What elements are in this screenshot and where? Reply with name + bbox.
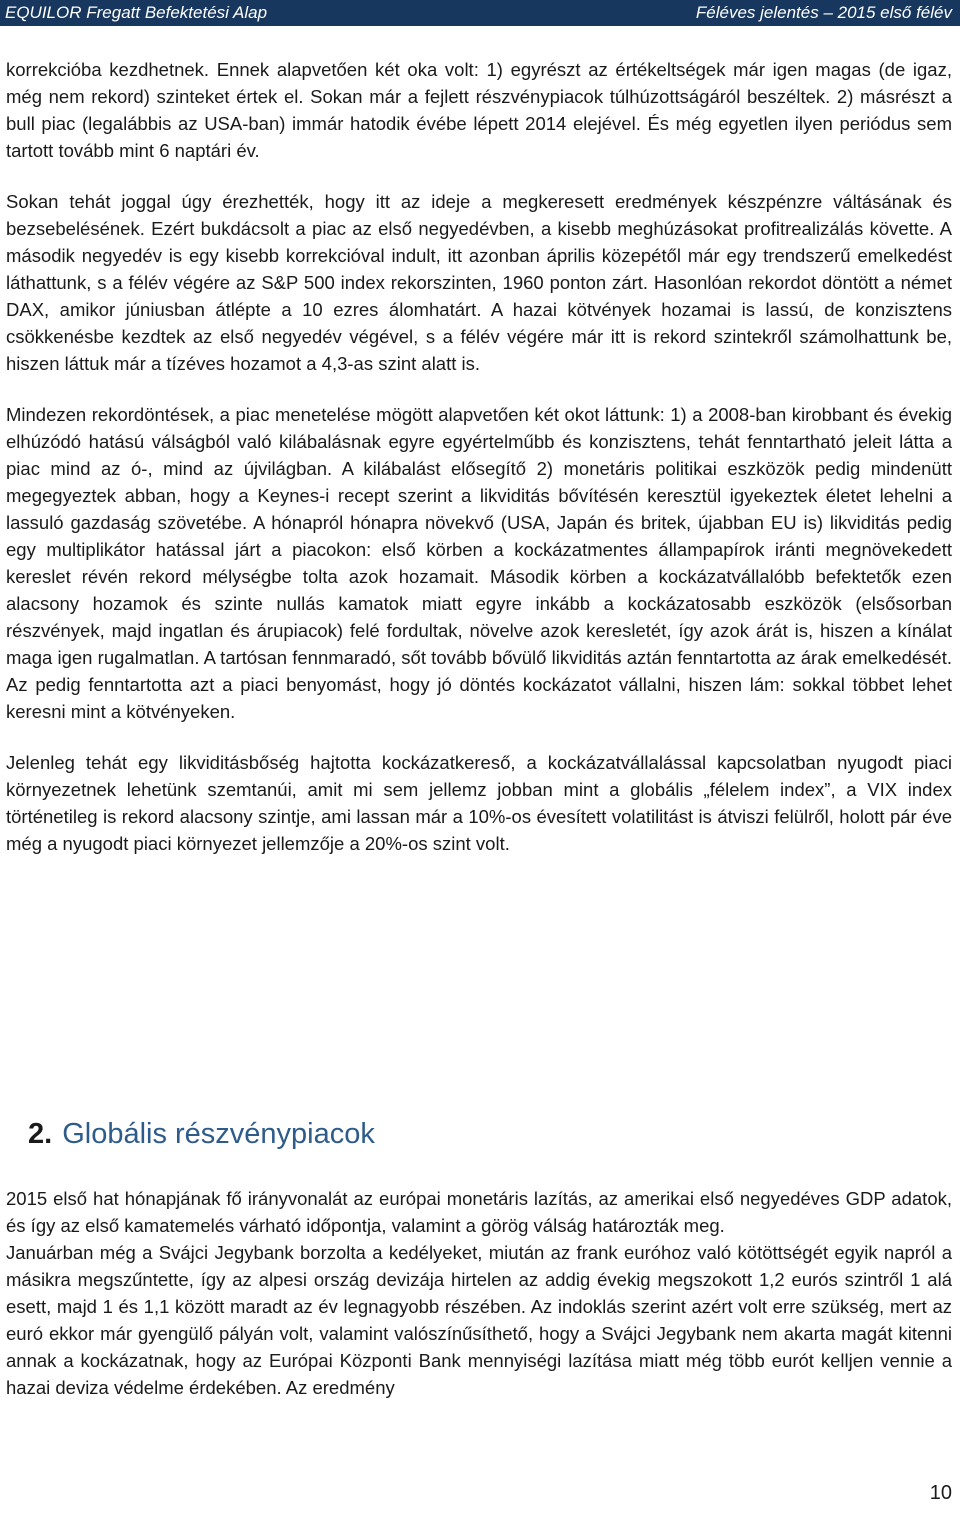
body-text [6,56,952,857]
header-fund-name: EQUILOR Fregatt Befektetési Alap [5,3,268,22]
section-paragraph-2: Januárban még a Svájci Jegybank borzolta a kedélyeket, miután az frank euróhoz való kötöttségét egyik napról a másikra megszűntette, így az alpesi ország devizája hirtelen az addig évekig megszokott 1,2 eurós szintről 1 alá esett, majd 1 és 1,1 között maradt az év legnagyobb részében. Az indoklás szerint azért volt erre szükség, mert az euró ekkor már gyengülő pályán volt, valamint valószínűsíthető, hogy a Svájci Jegybank nem akarta magát kitenni annak a kockázatnak, hogy az Európai Központi Bank mennyiségi lazítása miatt még több eurót kelljen vennie a hazai deviza védelme érdekében. Az eredmény [6,1242,952,1398]
paragraph-4: Jelenleg tehát egy likviditásbőség hajtotta kockázatkereső, a kockázatvállalással kapcsolatban nyugodt piaci környezetnek lehetünk szemtanúi, amit mi sem jellemz jobban mint a globális „félelem index”, a VIX index történetileg is rekord alacsony szintje, ami lassan már a 10%-os évesített volatilitást is átviszi felülről, holott pár éve még a nyugodt piaci környezet jellemzője a 20%-os szint volt. [6,752,952,854]
section-title: Globális részvénypiacok [62,1118,375,1150]
section-paragraph-1: 2015 első hat hónapjának fő irányvonalát az európai monetáris lazítás, az amerikai első negyedéves GDP adatok, és így az első kamatemelés várható időpontja, valamint a görög válság határozták meg. [6,1188,952,1236]
paragraph-3: Mindezen rekordöntések, a piac menetelése mögött alapvetően két okot láttunk: 1) a 2008-ban kirobbant és évekig elhúzódó hatású válságból való kilábalásnak egyre egyértelműbb és konzisztens, tehát fenntartható jeleit látta a piac mind az ó-, mind az újvilágban. A kilábalást elősegítő 2) monetáris politikai eszközök pedig mindenütt megegyeztek abban, hogy a Keynes-i recept szerint a likviditás bővítésén keresztül igyekeztek életet lehelni a lassuló gazdaság szövetébe. A hónapról hónapra növekvő (USA, Japán és britek, újabban EU is) likviditás pedig egy multiplikátor hatással járt a piacokon: első körben a kockázatmentes állampapírok iránti megnövekedett kereslet révén rekord mélységbe tolta azok hozamait. Második körben a kockázatvállalóbb befektetők ezen alacsony hozamok és szinte nullás kamatok miatt egyre inkább a kockázatosabb eszközök (elsősorban részvények, majd ingatlan és árupiacok) felé fordultak, növelve azok keresletét, így azok árát is, hiszen a kínálat maga igen rugalmatlan. A tartósan fennmaradó, sőt tovább bővülő likviditás aztán fenntartotta az árak emelkedését. Az pedig fenntartotta azt a piaci benyomást, hogy jó döntés kockázatot vállalni, hiszen lám: sokkal többet lehet keresni mint a kötvényeken. [6,404,952,722]
section-body [6,1185,952,1401]
page-number: 10 [929,1482,952,1504]
header-report-title: Féléves jelentés – 2015 első félév [695,3,952,22]
paragraph-1: korrekcióba kezdhetnek. Ennek alapvetően két oka volt: 1) egyrészt az értékeltségek már igen magas (de igaz, még nem rekord) szinteket értek el. Sokan már a fejlett részvénypiacok túlhúzottságáról beszéltek. 2) másrészt a bull piac (legalábbis az USA-ban) immár hatodik évébe lépett 2014 elejével. És még egyetlen ilyen periódus sem tartott tovább mint 6 naptári év. [6,59,952,161]
paragraph-2: Sokan tehát joggal úgy érezhették, hogy itt az ideje a megkeresett eredmények készpénzre váltásának és bezsebelésének. Ezért bukdácsolt a piac az első negyedévben, a kisebb meghúzásokat profitrealizálás követte. A második negyedév is egy kisebb korrekcióval indult, itt azonban április közepétől már egy trendszerű emelkedést láthattunk, s a félév végére az S&P 500 index rekorszinten, 1960 ponton zárt. Hasonlóan rekordot döntött a német DAX, amikor júniusban átlépte a 10 ezres álomhatárt. A hazai kötvények hozamai is lassú, de konzisztens csökkenésbe kezdtek az első negyedév végével, s a félév végére már itt is rekord szintekről számolhattunk be, hiszen láttuk már a tízéves hozamot a 4,3-as szint alatt is. [6,191,952,374]
section-number: 2. [28,1118,53,1150]
section-heading [28,1116,375,1152]
page-header [0,0,960,26]
